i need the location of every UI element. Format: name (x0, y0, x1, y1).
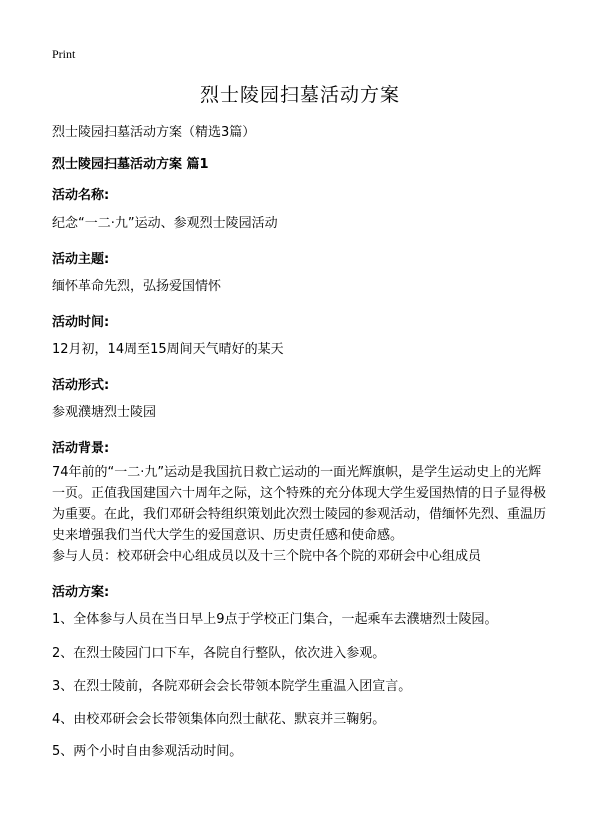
print-link[interactable]: Print (52, 47, 76, 61)
document-subtitle: 烈士陵园扫墓活动方案（精选3篇） (52, 125, 256, 140)
activity-background-heading: 活动背景: (52, 441, 110, 456)
activity-time-heading: 活动时间: (52, 315, 110, 330)
activity-theme-heading: 活动主题: (52, 252, 110, 267)
plan-step: 1、全体参与人员在当日早上9点于学校正门集合，一起乘车去濮塘烈士陵园。 (52, 612, 498, 627)
activity-time-text: 12月初，14周至15周间天气晴好的某天 (52, 342, 284, 357)
activity-background-text: 74年前的“一二·九”运动是我国抗日救亡运动的一面光辉旗帜，是学生运动史上的光辉一页。正值我国建国六十周年之际，这个特殊的充分体现大学生爱国热情的日子显得极为重要。在此，我们邓研会特组织策划此次烈士陵园的参观活动，借缅怀先烈、重温历史来增强我们当代大学生的爱国意识、历史责任感和使命感。 (52, 465, 547, 543)
plan-step: 4、由校邓研会会长带领集体向烈士献花、默哀并三鞠躬。 (52, 712, 386, 727)
activity-form-text: 参观濮塘烈士陵园 (52, 405, 157, 420)
activity-plan-heading: 活动方案: (52, 585, 110, 600)
activity-name-heading: 活动名称: (52, 188, 110, 203)
activity-theme-text: 缅怀革命先烈，弘扬爱国情怀 (52, 279, 222, 294)
plan-step: 3、在烈士陵前，各院邓研会会长带领本院学生重温入团宣言。 (52, 679, 412, 694)
activity-name-text: 纪念“一二·九”运动、参观烈士陵园活动 (52, 216, 278, 231)
plan-step: 5、两个小时自由参观活动时间。 (52, 744, 243, 759)
participants-text: 参与人员：校邓研会中心组成员以及十三个院中各个院的邓研会中心组成员 (52, 549, 482, 564)
activity-form-heading: 活动形式: (52, 378, 110, 393)
plan-step: 2、在烈士陵园门口下车，各院自行整队，依次进入参观。 (52, 646, 386, 661)
part-heading: 烈士陵园扫墓活动方案 篇1 (52, 157, 209, 172)
page-title: 烈士陵园扫墓活动方案 (199, 84, 400, 106)
